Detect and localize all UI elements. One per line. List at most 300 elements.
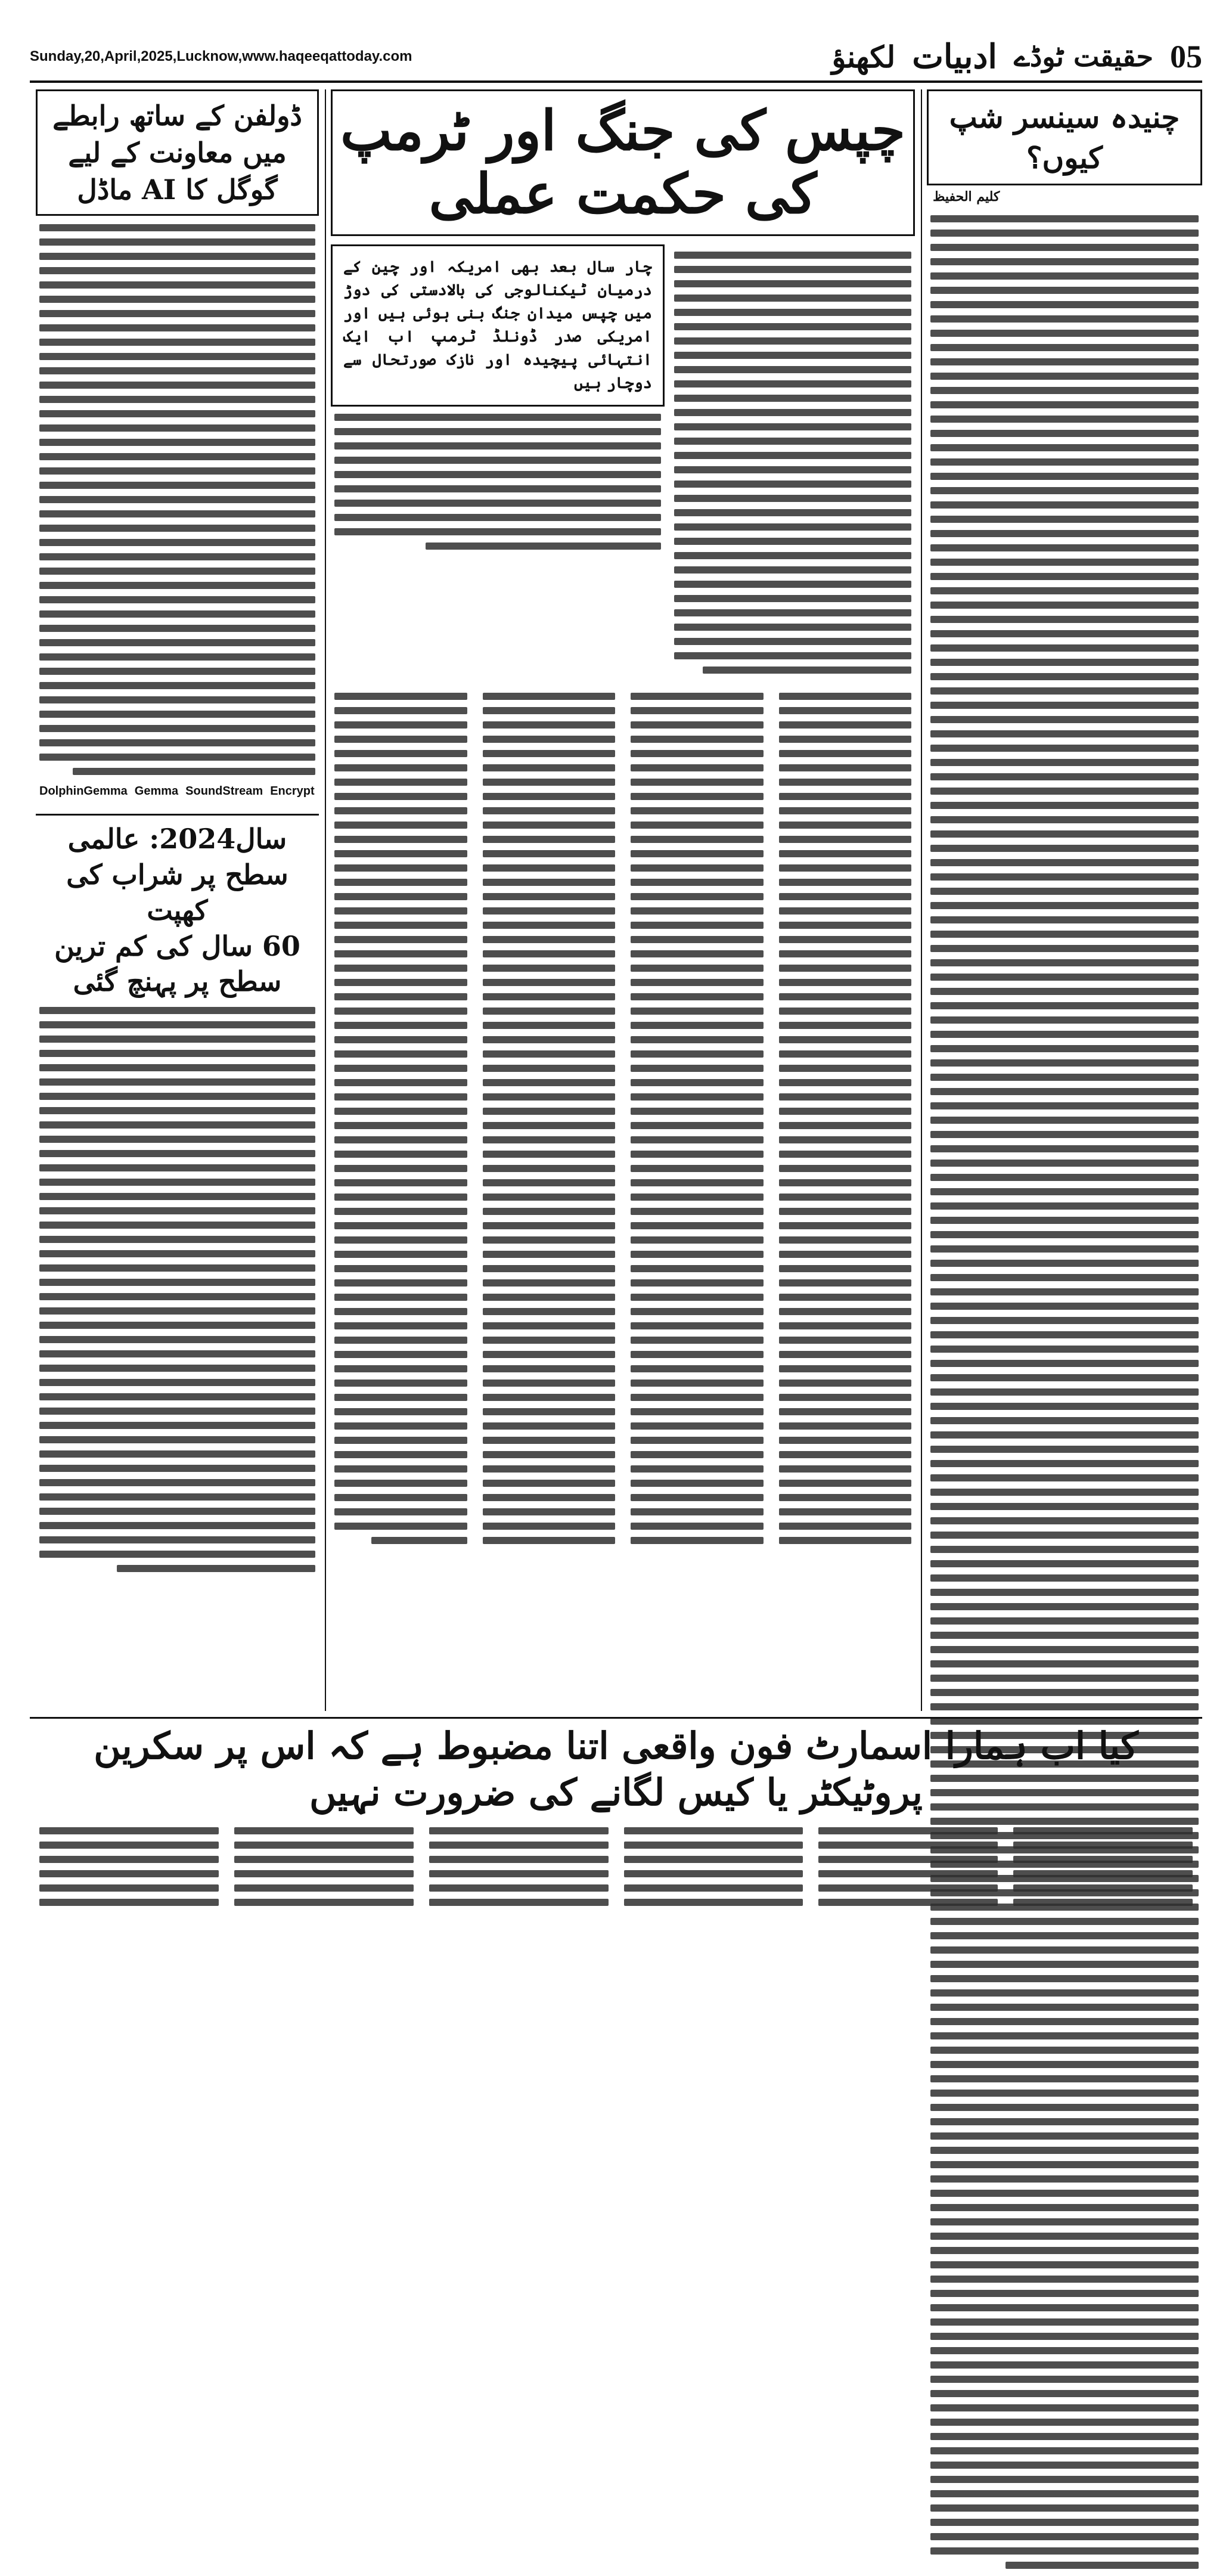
text-line [930, 2318, 1199, 2326]
text-line [930, 859, 1199, 866]
text-line [483, 707, 616, 714]
text-line [930, 888, 1199, 895]
text-line [779, 1151, 912, 1158]
text-line [930, 1946, 1199, 1954]
term: Gemma [134, 785, 179, 798]
text-line [930, 244, 1199, 251]
text-line [779, 1523, 912, 1530]
left-headline-box [36, 89, 319, 216]
text-line [930, 1388, 1199, 1396]
text-line [930, 1503, 1199, 1510]
text-line [334, 1093, 467, 1101]
text-line [818, 1842, 998, 1849]
text-line [930, 2462, 1199, 2469]
text-line [39, 1465, 315, 1472]
text-line [930, 716, 1199, 723]
text-line [930, 1031, 1199, 1038]
text-line [674, 566, 911, 574]
text-line [930, 2090, 1199, 2097]
text-line [39, 653, 315, 661]
text-line [39, 1379, 315, 1386]
text-line [930, 1660, 1199, 1667]
text-line [39, 553, 315, 560]
text-line [930, 1231, 1199, 1238]
text-line [334, 850, 467, 857]
text-line [674, 280, 911, 287]
text-line [1013, 1827, 1193, 1834]
text-line [930, 1045, 1199, 1052]
text-line [39, 1193, 315, 1200]
text-line [930, 1546, 1199, 1553]
center-upper [331, 244, 915, 681]
text-line [930, 1016, 1199, 1024]
text-line [334, 907, 467, 915]
text-line [39, 467, 315, 475]
text-line [930, 1431, 1199, 1439]
text-line [39, 1551, 315, 1558]
alcohol-article [36, 814, 319, 1572]
text-line [631, 1151, 764, 1158]
text-line [334, 893, 467, 900]
bottom-col [231, 1820, 417, 1913]
column-divider [325, 89, 326, 1711]
text-line [39, 1322, 315, 1329]
text-line [483, 721, 616, 729]
text-line [674, 609, 911, 616]
text-line [483, 1451, 616, 1458]
text-line [779, 1480, 912, 1487]
text-line [39, 1222, 315, 1229]
text-line [483, 1465, 616, 1473]
text-line [234, 1842, 414, 1849]
text-line [930, 902, 1199, 909]
brand-block [831, 37, 1202, 76]
text-line [674, 409, 911, 416]
text-line [631, 936, 764, 943]
text-line [631, 1294, 764, 1301]
text-line [39, 725, 315, 732]
text-line [674, 624, 911, 631]
text-line [930, 1217, 1199, 1224]
text-line [483, 1480, 616, 1487]
text-line [39, 739, 315, 746]
text-line [779, 1194, 912, 1201]
text-line [371, 1537, 467, 1544]
text-line [779, 993, 912, 1000]
bottom-article [36, 1723, 1196, 1913]
text-line [930, 1961, 1199, 1968]
text-line [779, 1208, 912, 1215]
text-line [483, 1337, 616, 1344]
text-line [39, 711, 315, 718]
text-line [39, 439, 315, 446]
text-line [39, 267, 315, 274]
text-line [930, 988, 1199, 995]
bottom-headline: کیا اب ہمارا اسمارٹ فون واقعی اتنا مضبوط ہے کہ اس پر سکرین پروٹیکٹر یا کیس لگانے کی ضرورت نہیں [94, 1724, 1138, 1814]
text-line [930, 1160, 1199, 1167]
text-line [779, 836, 912, 843]
text-line [334, 1465, 467, 1473]
text-line [930, 2476, 1199, 2483]
text-line [930, 745, 1199, 752]
text-line [334, 707, 467, 714]
text-line [779, 1465, 912, 1473]
text-line [779, 907, 912, 915]
text-line [930, 215, 1199, 222]
text-line [930, 2261, 1199, 2268]
text-line [674, 638, 911, 645]
text-line [779, 1050, 912, 1058]
text-line [334, 807, 467, 814]
text-line [930, 2218, 1199, 2225]
text-line [930, 630, 1199, 637]
text-line [39, 1827, 219, 1834]
text-line [483, 1065, 616, 1072]
text-line [818, 1827, 998, 1834]
text-line [930, 2047, 1199, 2054]
text-line [39, 539, 315, 546]
date-line: Sunday,20,April,2025,Lucknow,www.haqeeqattoday.com [30, 48, 412, 64]
text-line [930, 2204, 1199, 2211]
text-line [779, 850, 912, 857]
text-line [631, 1308, 764, 1315]
text-line [779, 979, 912, 986]
masthead [30, 33, 1202, 83]
text-line [483, 864, 616, 872]
text-line [39, 1207, 315, 1214]
text-line [930, 1059, 1199, 1067]
center-headline: چپس کی جنگ اور ٹرمپ کی حکمت عملی [340, 98, 905, 226]
text-line [930, 974, 1199, 981]
text-line [930, 773, 1199, 780]
text-line [334, 1394, 467, 1401]
text-line [779, 1079, 912, 1086]
text-line [631, 807, 764, 814]
column-divider [921, 89, 922, 1711]
text-line [779, 1537, 912, 1544]
bottom-col [426, 1820, 612, 1913]
section-name: ادبیات [912, 37, 997, 76]
text-line [39, 396, 315, 403]
text-line [674, 438, 911, 445]
text-line [930, 916, 1199, 923]
text-line [930, 544, 1199, 551]
text-line [39, 1365, 315, 1372]
text-line [930, 2404, 1199, 2411]
text-line [930, 430, 1199, 437]
text-line [779, 1337, 912, 1344]
text-line [334, 1322, 467, 1329]
text-line [779, 1036, 912, 1043]
text-line [334, 1408, 467, 1415]
text-line [334, 1508, 467, 1515]
text-line [39, 1236, 315, 1243]
text-line [930, 1303, 1199, 1310]
text-line [483, 1108, 616, 1115]
text-line [930, 759, 1199, 766]
text-line [334, 500, 661, 507]
text-line [39, 639, 315, 646]
text-line [483, 1494, 616, 1501]
text-line [674, 538, 911, 545]
text-line [930, 2419, 1199, 2426]
text-line [674, 581, 911, 588]
text-line [674, 266, 911, 273]
text-line [39, 582, 315, 589]
text-line [334, 1036, 467, 1043]
text-line [631, 779, 764, 786]
text-line [334, 1008, 467, 1015]
text-line [930, 258, 1199, 265]
text-line [779, 1179, 912, 1186]
text-line [39, 410, 315, 417]
text-line [631, 693, 764, 700]
text-line [818, 1856, 998, 1863]
center-text-col [671, 244, 915, 681]
text-line [930, 2490, 1199, 2497]
text-line [1013, 1884, 1193, 1892]
text-line [930, 301, 1199, 308]
text-line [334, 1308, 467, 1315]
left-column [36, 89, 319, 1579]
text-line [483, 1523, 616, 1530]
text-line [631, 1422, 764, 1430]
text-line [334, 1236, 467, 1244]
text-line [779, 1093, 912, 1101]
center-text-col-2 [331, 414, 665, 550]
text-line [334, 721, 467, 729]
text-line [930, 1331, 1199, 1338]
text-line [674, 552, 911, 559]
text-line [39, 596, 315, 603]
text-line [334, 442, 661, 450]
text-line [334, 485, 661, 492]
left-article-body [36, 224, 319, 775]
text-line [631, 950, 764, 957]
text-line [483, 764, 616, 771]
text-line [930, 1245, 1199, 1253]
text-line [674, 495, 911, 502]
text-line [39, 339, 315, 346]
text-line [779, 1408, 912, 1415]
text-line [334, 1279, 467, 1287]
text-line [334, 822, 467, 829]
text-line [334, 428, 661, 435]
text-line [483, 1036, 616, 1043]
text-line [930, 344, 1199, 351]
text-line [631, 879, 764, 886]
text-line [73, 768, 315, 775]
text-line [779, 750, 912, 757]
text-line [674, 523, 911, 531]
text-line [483, 1093, 616, 1101]
text-line [39, 1164, 315, 1171]
page-number: 05 [1170, 39, 1202, 75]
text-line [930, 602, 1199, 609]
alcohol-headline-2: 60 سال کی کم ترین سطح پر پہنچ گئی [54, 929, 300, 998]
text-line [674, 309, 911, 316]
text-line [631, 979, 764, 986]
bottom-col [36, 1820, 222, 1913]
text-line [334, 1179, 467, 1186]
text-line [1013, 1870, 1193, 1877]
text-line [930, 1474, 1199, 1481]
text-line [930, 1317, 1199, 1324]
text-line [39, 1107, 315, 1114]
text-line [334, 471, 661, 478]
text-line [39, 754, 315, 761]
text-line [930, 845, 1199, 852]
text-line [483, 1122, 616, 1129]
text-line [334, 750, 467, 757]
text-line [483, 793, 616, 800]
text-line [930, 1417, 1199, 1424]
text-line [39, 1493, 315, 1501]
text-line [483, 979, 616, 986]
alcohol-body [36, 1007, 319, 1572]
text-line [334, 1480, 467, 1487]
text-line [930, 2104, 1199, 2111]
text-line [703, 667, 911, 674]
text-line [631, 1036, 764, 1043]
text-line [930, 573, 1199, 580]
text-line [334, 879, 467, 886]
text-line [483, 1508, 616, 1515]
text-line [631, 1465, 764, 1473]
text-line [483, 693, 616, 700]
section-divider [30, 1717, 1202, 1719]
text-line [779, 1222, 912, 1229]
text-line [334, 457, 661, 464]
text-line [930, 473, 1199, 480]
text-line [779, 1308, 912, 1315]
text-line [930, 2147, 1199, 2154]
text-line [631, 793, 764, 800]
text-line [674, 295, 911, 302]
text-line [631, 1108, 764, 1115]
text-line [334, 864, 467, 872]
text-line [930, 2161, 1199, 2168]
text-line [631, 965, 764, 972]
text-line [779, 721, 912, 729]
text-line [39, 1007, 315, 1014]
text-line [631, 1022, 764, 1029]
text-line [631, 1194, 764, 1201]
text-line [624, 1884, 803, 1892]
text-line [930, 830, 1199, 838]
right-byline: کلیم الحفیظ [933, 189, 1000, 204]
text-line [39, 367, 315, 374]
text-line [779, 707, 912, 714]
text-line [930, 1675, 1199, 1682]
text-line [334, 979, 467, 986]
text-line [334, 1194, 467, 1201]
text-line [39, 1336, 315, 1343]
text-line [779, 822, 912, 829]
text-line [631, 907, 764, 915]
text-line [779, 1437, 912, 1444]
text-line [483, 1208, 616, 1215]
text-line [483, 1265, 616, 1272]
text-line [631, 750, 764, 757]
bottom-col [815, 1820, 1001, 1913]
text-line [930, 1460, 1199, 1467]
text-line [483, 807, 616, 814]
text-line [334, 836, 467, 843]
text-line [631, 993, 764, 1000]
text-line [483, 1351, 616, 1358]
text-line [930, 458, 1199, 466]
text-line [631, 1408, 764, 1415]
text-line [930, 1145, 1199, 1152]
text-line [930, 931, 1199, 938]
text-line [39, 1450, 315, 1458]
text-line [631, 1136, 764, 1143]
text-line [779, 793, 912, 800]
text-line [39, 525, 315, 532]
text-line [930, 2304, 1199, 2311]
text-line [631, 1251, 764, 1258]
text-line [631, 1380, 764, 1387]
text-line [674, 452, 911, 459]
text-line [334, 1122, 467, 1129]
text-line [930, 587, 1199, 594]
text-line [334, 1022, 467, 1029]
text-line [631, 1179, 764, 1186]
text-line [39, 1136, 315, 1143]
text-line [930, 1560, 1199, 1567]
bottom-columns [36, 1820, 1196, 1913]
text-line [930, 1202, 1199, 1210]
text-line [117, 1565, 315, 1572]
text-line [930, 1517, 1199, 1524]
text-line [334, 1337, 467, 1344]
text-line [779, 950, 912, 957]
text-line [624, 1899, 803, 1906]
text-line [334, 1422, 467, 1430]
text-line [779, 1494, 912, 1501]
text-line [779, 879, 912, 886]
text-line [779, 1265, 912, 1272]
text-line [1006, 2562, 1199, 2569]
text-line [631, 1523, 764, 1530]
right-headline-box [927, 89, 1202, 185]
text-line [674, 352, 911, 359]
text-line [930, 2190, 1199, 2197]
text-line [930, 1446, 1199, 1453]
text-line [674, 337, 911, 345]
text-line [234, 1899, 414, 1906]
text-line [930, 873, 1199, 881]
text-line [334, 1151, 467, 1158]
text-line [930, 2390, 1199, 2397]
text-line [483, 1008, 616, 1015]
text-line [631, 1279, 764, 1287]
text-line [334, 922, 467, 929]
text-line [779, 965, 912, 972]
text-line [930, 1274, 1199, 1281]
text-line [429, 1842, 609, 1849]
text-line [930, 2276, 1199, 2283]
text-line [334, 693, 467, 700]
text-line [779, 1108, 912, 1115]
text-line [930, 1260, 1199, 1267]
text-line [483, 1322, 616, 1329]
text-line [483, 1222, 616, 1229]
text-line [483, 850, 616, 857]
text-line [39, 296, 315, 303]
text-line [930, 1703, 1199, 1710]
